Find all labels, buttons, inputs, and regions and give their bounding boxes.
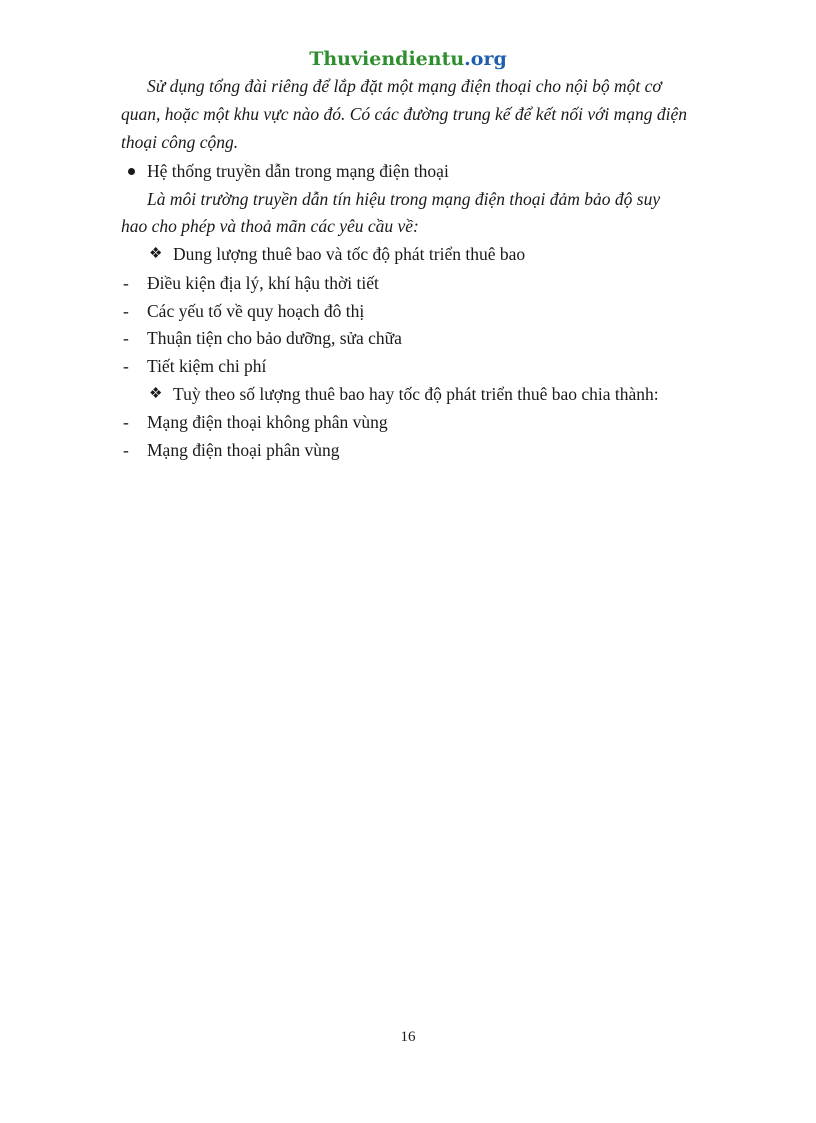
dash-bullet-icon: - [123,356,129,376]
dash-item-2: Các yếu tố về quy hoạch đô thị [147,301,365,321]
dash-bullet-icon: - [123,440,129,460]
dash-item-1: Điều kiện địa lý, khí hậu thời tiết [147,273,379,293]
diamond-bullet-icon: ❖ [149,386,163,402]
diamond-item-1: Dung lượng thuê bao và tốc độ phát triển thuê bao [173,244,526,264]
paragraph-1-line-2: quan, hoặc một khu vực nào đó. Có các đường trung kế để kết nối với mạng điện [121,104,688,124]
diamond-item-2: Tuỳ theo số lượng thuê bao hay tốc độ phát triển thuê bao chia thành: [173,384,659,404]
dash-bullet-icon: - [123,301,129,321]
dash-item-4: Tiết kiệm chi phí [147,356,267,376]
watermark-logo [0,48,816,70]
dash-bullet-icon: - [123,328,129,348]
section-heading: Hệ thống truyền dẫn trong mạng điện thoại [147,161,449,181]
bullet-dot-icon [128,168,135,175]
dash-bullet-icon: - [123,273,129,293]
page-number: 16 [400,1029,416,1045]
paragraph-2-line-2: hao cho phép và thoả mãn các yêu cầu về: [121,216,419,236]
paragraph-1-line-3: thoại công cộng. [121,132,239,152]
watermark-part2: .org [464,48,507,70]
dash-item-5: Mạng điện thoại không phân vùng [147,412,388,432]
paragraph-1-line-1: Sử dụng tổng đài riêng để lắp đặt một mạng điện thoại cho nội bộ một cơ [147,76,662,96]
dash-item-6: Mạng điện thoại phân vùng [147,440,340,460]
watermark-part1: Thuviendientu [309,48,465,70]
dash-bullet-icon: - [123,412,129,432]
paragraph-2-line-1: Là môi trường truyền dẫn tín hiệu trong mạng điện thoại đảm bảo độ suy [147,189,661,209]
dash-item-3: Thuận tiện cho bảo dưỡng, sửa chữa [147,328,402,348]
diamond-bullet-icon: ❖ [149,246,163,262]
